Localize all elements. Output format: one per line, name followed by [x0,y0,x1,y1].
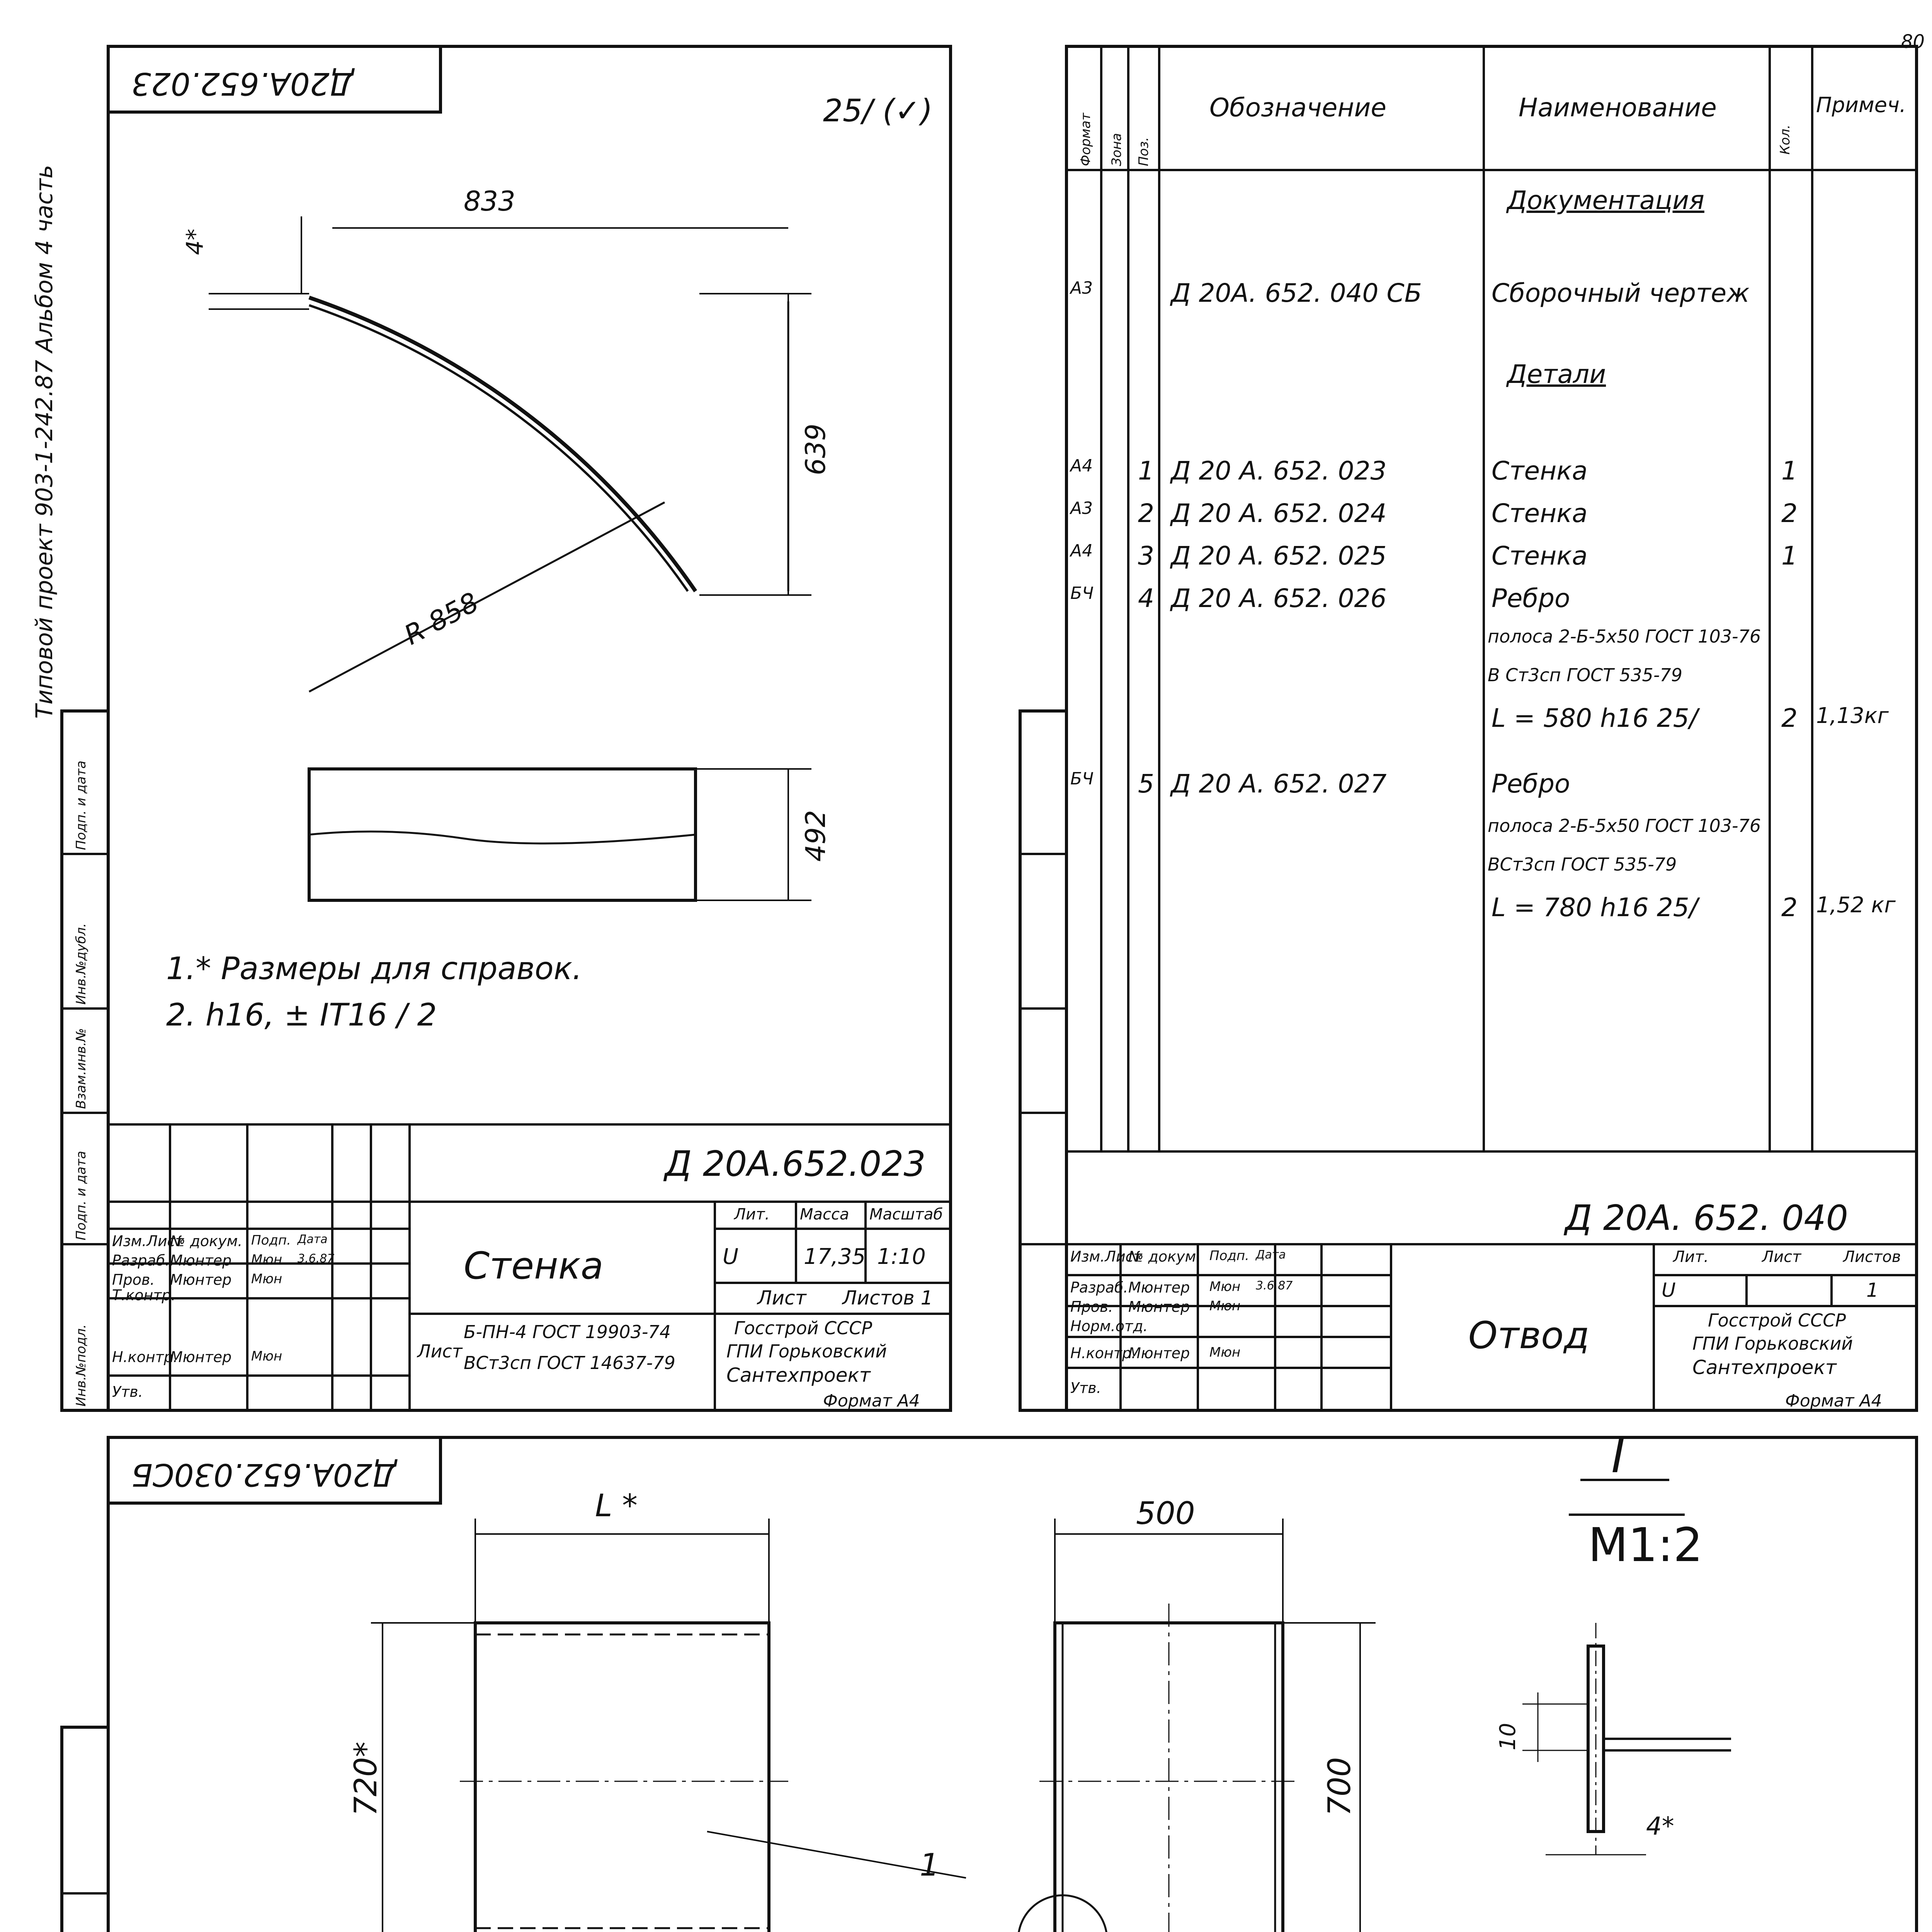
spec-row-name: L = 580 h16 25/ [1492,703,1698,733]
spec-row-pos: 1 [1138,456,1154,486]
stamp-role: Утв. [1070,1379,1101,1396]
sheet2-tb-sheet-header: Лист [1762,1248,1801,1266]
spec-row-format: А3 [1070,278,1093,298]
stamp-role: Разраб. [112,1252,170,1269]
detail-title: I [1611,1430,1625,1483]
sheet1-tb-sheet: Лист [757,1287,806,1309]
dim-detail-h: 10 [1495,1723,1520,1750]
sheet1-tb-material-label: Лист [417,1341,463,1362]
spec-row-pos: 3 [1138,541,1154,571]
sheet1-tb-material: ВСт3сп ГОСТ 14637-79 [464,1352,675,1373]
dim-radius: R 858 [399,586,484,651]
spec-row-code: Д 20 А. 652. 023 [1171,456,1387,486]
spec-header-note: Примеч. [1816,93,1906,117]
stamp-name: Мюнтер [170,1271,232,1288]
stamp-sign: Подп. [251,1233,291,1248]
spec-row-name: Детали [1507,359,1606,389]
spec-row-qty: 2 [1781,498,1798,528]
stamp-name: № докум. [170,1233,243,1250]
sheet1-tb-name: Стенка [464,1244,604,1287]
spec-header-zone: Зона [1109,133,1124,166]
stamp-sign: Мюн [251,1349,282,1364]
spec-row-name: В Ст3сп ГОСТ 535-79 [1488,665,1682,685]
stamp-role: Утв. [112,1383,143,1400]
spec-header-pos: Поз. [1136,137,1151,166]
stamp-role: Н.контр. [1070,1345,1136,1362]
project-side-note: Типовой проект 903-1-242.87 Альбом 4 часть [31,165,58,719]
dim-angle: 4* [182,228,209,255]
wall-plan-view [309,769,811,900]
spec-row-name: Стенка [1492,541,1588,571]
stamp-role: Норм.отд. [1070,1318,1148,1335]
sheet2-tb-lit: U [1662,1279,1676,1301]
roughness-symbol: 25/ (✓) [823,93,933,129]
dim-width: 500 [1136,1495,1195,1531]
dim-width: 492 [800,810,832,862]
sheet2-tb-code: Д 20А. 652. 040 [1565,1198,1849,1238]
stamp-sign: Мюн [1209,1298,1241,1314]
spec-row-code: Д 20 А. 652. 025 [1171,541,1387,571]
spec-row-pos: 4 [1138,583,1154,613]
sheet-number: 80 [1901,31,1925,53]
stamp-sign: Мюн [1209,1279,1241,1294]
detail-scale: М1:2 [1588,1519,1703,1572]
sheet1-tb-mass: 17,35 [804,1244,866,1269]
spec-row-name: Ребро [1492,583,1570,613]
wall-arc-view [209,216,811,692]
spec-header-qty: Кол. [1777,124,1793,155]
stamp-role: Изм.Лист [112,1233,184,1250]
sheet1-tb-lit-header: Лит. [734,1206,770,1223]
spec-row-note: 1,52 кг [1816,893,1896,918]
stamp-name: Мюнтер [1128,1345,1190,1362]
sheet1-tb-sheets: Листов 1 [842,1287,933,1309]
binding-label: Взам.инв.№ [73,1028,89,1109]
dim-box-height: 720* [348,1742,384,1816]
sheet2-tb-org: ГПИ Горьковский [1692,1333,1853,1354]
stamp-role: Т.контр. [112,1287,176,1304]
spec-row-pos: 2 [1138,498,1154,528]
spec-row-pos: 5 [1138,769,1154,799]
stamp-sign: Мюн [1209,1345,1241,1360]
spec-row-name: Документация [1507,185,1704,215]
spec-row-name: полоса 2-Б-5х50 ГОСТ 103-76 [1488,815,1761,836]
spec-row-name: ВСт3сп ГОСТ 535-79 [1488,854,1677,875]
stamp-sign: Подп. [1209,1248,1249,1264]
sheet1-tb-mass-header: Масса [800,1206,849,1223]
stamp-date: Дата [298,1233,328,1246]
spec-row-format: БЧ [1070,769,1094,789]
binding-label: Подп. и дата [73,1151,89,1240]
spec-row-name: полоса 2-Б-5х50 ГОСТ 103-76 [1488,626,1761,647]
spec-row-qty: 1 [1781,541,1798,571]
stamp-name: Мюнтер [1128,1279,1190,1296]
sheet2-tb-name: Отвод [1468,1314,1590,1357]
sheet2-tb-org: Госстрой СССР [1708,1310,1846,1331]
dim-chord: 833 [464,185,515,217]
binding-label: Подп. и дата [73,760,89,850]
dim-detail-t: 4* [1646,1812,1674,1841]
sheet1-code-top: Д20А.652.023 [131,66,354,102]
stamp-role: Н.контр. [112,1349,178,1366]
box-views [371,1519,1376,1932]
sheet1-tb-lit: U [723,1244,738,1269]
spec-row-name: Сборочный чертеж [1492,278,1750,308]
spec-row-format: А4 [1070,456,1093,476]
sheet2-tb-sheets: 1 [1866,1279,1879,1301]
stamp-sign: Мюн [251,1271,282,1287]
stamp-name: Мюнтер [1128,1298,1190,1315]
spec-header-name: Наименование [1519,93,1717,122]
spec-row-code: Д 20 А. 652. 024 [1171,498,1387,528]
stamp-date: Дата [1256,1248,1286,1262]
spec-row-qty: 2 [1781,893,1798,922]
binding-label: Инв.№подл. [73,1324,89,1406]
spec-header-format: Формат [1078,113,1094,166]
spec-row-code: Д 20 А. 652. 026 [1171,583,1387,613]
sheet2-tb-lit-header: Лит. [1673,1248,1709,1266]
stamp-date: 3.6.87 [298,1252,335,1265]
stamp-role: Пров. [112,1271,155,1288]
spec-row-format: А4 [1070,541,1093,561]
spec-row-name: L = 780 h16 25/ [1492,893,1698,922]
stamp-name: Мюнтер [170,1252,232,1269]
sheet1-tb-code: Д 20А.652.023 [665,1144,926,1184]
sheet2-tb-org: Сантехпроект [1692,1356,1837,1379]
stamp-date: 3.6.87 [1256,1279,1293,1293]
sheet2-tb-sheets-header: Листов [1843,1248,1901,1266]
spec-row-qty: 2 [1781,703,1798,733]
sheet1-tb-org: Сантехпроект [726,1364,871,1386]
spec-row-name: Ребро [1492,769,1570,799]
spec-row-format: БЧ [1070,583,1094,603]
sheet1-tb-scale: 1:10 [877,1244,926,1269]
spec-row-name: Стенка [1492,498,1588,528]
dim-height-700: 700 [1321,1757,1357,1816]
stamp-name: № докум. [1128,1248,1201,1265]
sheet3-frame [108,1437,1917,1932]
sheet1-note-2: 2. h16, ± IT16 / 2 [166,997,437,1033]
sheet1-tb-material: Б-ПН-4 ГОСТ 19903-74 [464,1321,671,1342]
spec-row-code: Д 20А. 652. 040 СБ [1171,278,1422,308]
stamp-role: Изм.Лист [1070,1248,1142,1265]
stamp-role: Разраб. [1070,1279,1128,1296]
sheet1-tb-org: ГПИ Горьковский [726,1341,887,1362]
dim-height: 639 [800,423,832,475]
sheet3-code-top: Д20А.652.030СБ [131,1457,397,1493]
sheet1-tb-org: Госстрой СССР [734,1318,872,1338]
binding-label: Инв.№дубл. [73,923,89,1005]
dim-length: L * [595,1488,638,1524]
spec-row-name: Стенка [1492,456,1588,486]
sheet1-note-1: 1.* Размеры для справок. [166,951,582,986]
spec-header-code: Обозначение [1209,93,1386,122]
sheet2-format: Формат А4 [1785,1391,1882,1411]
callout-1: 1 [920,1847,939,1883]
stamp-name: Мюнтер [170,1349,232,1366]
spec-row-format: А3 [1070,498,1093,518]
spec-row-qty: 1 [1781,456,1798,486]
stamp-role: Пров. [1070,1298,1113,1315]
sheet1-format: Формат А4 [823,1391,920,1411]
spec-row-note: 1,13кг [1816,703,1889,728]
sheet1-tb-scale-header: Масштаб [869,1206,943,1223]
stamp-sign: Мюн [251,1252,282,1267]
spec-row-code: Д 20 А. 652. 027 [1171,769,1387,799]
